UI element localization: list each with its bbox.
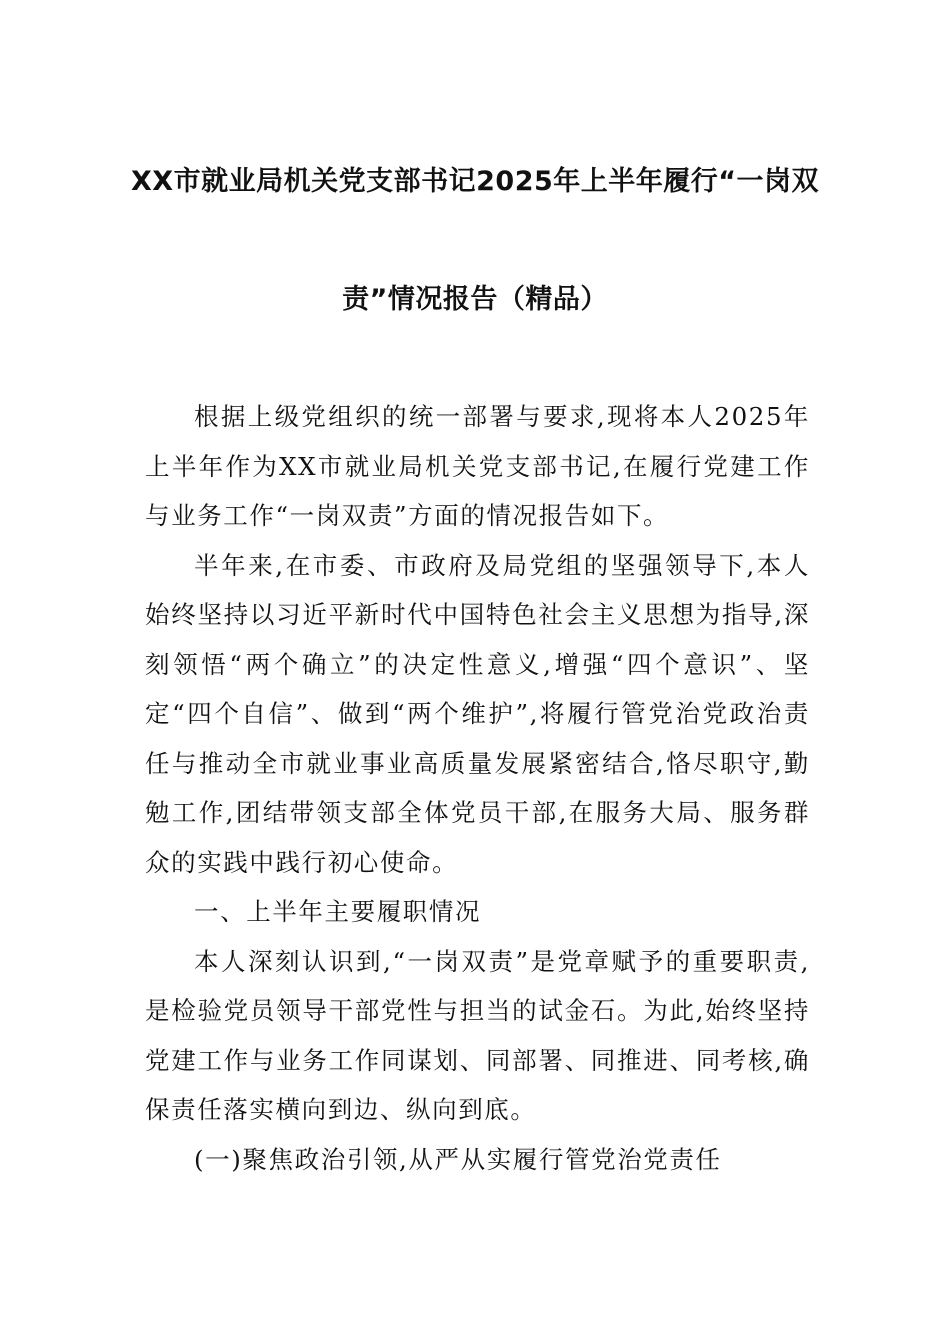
section-heading-1: 一、上半年主要履职情况 — [194, 897, 482, 926]
paragraph-responsibility: 本人深刻认识到,“一岗双责”是党章赋予的重要职责,是检验党员领导干部党性与担当的试金石。为此,始终坚持党建工作与业务工作同谋划、同部署、同推进、同考核,确保责任落实横向到边、纵向到底。 — [145, 946, 810, 1124]
document-title-line-1: XX市就业局机关党支部书记2025年上半年履行“一岗双 — [130, 166, 820, 197]
paragraph-overview: 半年来,在市委、市政府及局党组的坚强领导下,本人始终坚持以习近平新时代中国特色社会主义思想为指导,深刻领悟“两个确立”的决定性意义,增强“四个意识”、坚定“四个自信”、做到“两个维护”,将履行管党治党政治责任与推动全市就业事业高质量发展紧密结合,恪尽职守,勤勉工作,团结带领支部全体党员干部,在服务大局、服务群众的实践中践行初心使命。 — [145, 550, 810, 877]
document-title-line-2: 责”情况报告（精品） — [342, 284, 608, 315]
paragraph-intro: 根据上级党组织的统一部署与要求,现将本人2025年上半年作为XX市就业局机关党支部书记,在履行党建工作与业务工作“一岗双责”方面的情况报告如下。 — [145, 402, 810, 530]
subsection-heading-1: (一)聚焦政治引领,从严从实履行管党治党责任 — [194, 1144, 722, 1174]
document-body — [145, 392, 810, 1184]
